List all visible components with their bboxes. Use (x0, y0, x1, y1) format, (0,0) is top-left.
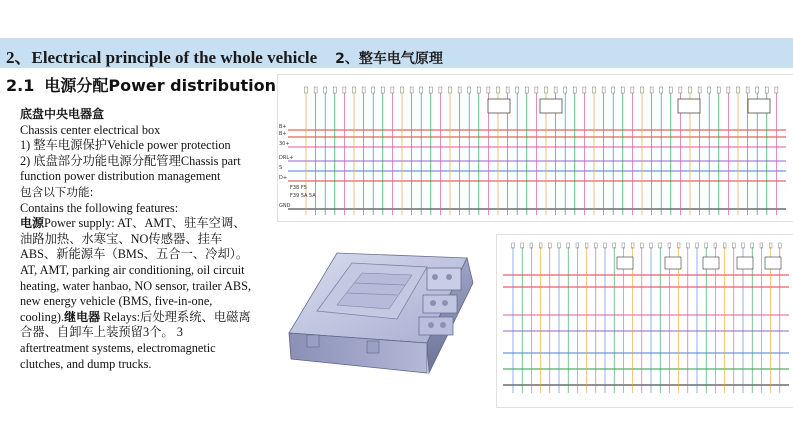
fuse-symbol (458, 87, 461, 93)
relay-symbol (737, 257, 753, 269)
fuse-symbol (305, 87, 308, 93)
fuse-symbol (746, 87, 749, 93)
fuse-symbol (593, 87, 596, 93)
fuse-symbol (353, 87, 356, 93)
fuse-symbol (362, 87, 365, 93)
relay-symbol (703, 257, 719, 269)
fuse-symbol (525, 87, 528, 93)
fuse-symbol (516, 87, 519, 93)
fuse-symbol (650, 87, 653, 93)
fuse-symbol (391, 87, 394, 93)
heading-en: Chassis center electrical box (20, 122, 161, 137)
rail-label: D+ (279, 175, 288, 181)
electrical-box-image (277, 233, 489, 393)
fuse-symbol (381, 87, 384, 93)
fuse-symbol (545, 87, 548, 93)
fuse-symbol (631, 87, 634, 93)
relay-symbol (678, 99, 700, 113)
relay-symbol (488, 99, 510, 113)
rail-label: 30+ (279, 141, 290, 147)
section-title-text: 电源分配Power distribution (44, 76, 277, 95)
fuse-symbol (439, 87, 442, 93)
relay-symbol (748, 99, 770, 113)
fuse-symbol (612, 87, 615, 93)
fuse-symbol (324, 87, 327, 93)
fuse-symbol (420, 87, 423, 93)
fuse-symbol (487, 87, 490, 93)
power-paragraph (20, 216, 252, 372)
fuse-symbol (401, 87, 404, 93)
relay-symbol (765, 257, 781, 269)
fuse-symbol (343, 87, 346, 93)
fuse-symbol (756, 87, 759, 93)
fuse-symbol (708, 87, 711, 93)
fuse-symbol (497, 87, 500, 93)
circuit-diagram-top-svg (278, 75, 793, 221)
features-cn: 包含以下功能: (20, 184, 94, 199)
fuse-label: F38 F5 (290, 185, 307, 191)
fuse-symbol (583, 87, 586, 93)
relay-symbol (540, 99, 562, 113)
rail-label: GND (279, 203, 291, 209)
fuse-symbol (333, 87, 336, 93)
electrical-box-svg (277, 233, 489, 393)
fuse-symbol (727, 87, 730, 93)
fuse-symbol (372, 87, 375, 93)
fuse-symbol (765, 87, 768, 93)
fuse-symbol (449, 87, 452, 93)
rail-label: B+ (279, 124, 287, 130)
relay-text: Relays:后处理系统、电磁离合器、自卸车上装预留3个。 3 aftertreatment systems, electromagnetic clutches, and dump trucks. (20, 309, 251, 371)
fuse-symbol (468, 87, 471, 93)
power-text: Power supply: AT、AMT、驻车空调、油路加热、水寒宝、NO传感器、挂车ABS、新能源车（BMS、五合一、冷却）。AT, AMT, parking air conditioning, oil circuit heating, water hanbao, NO sensor, trailer ABS, new energy vehicle (BMS, five-in-one, cooling). (20, 216, 252, 324)
item-2: 2) 底盘部分功能电源分配管理Chassis part function power distribution management (20, 153, 241, 184)
fuse-symbol (535, 87, 538, 93)
rail-label: B+ (279, 131, 287, 137)
body-text (20, 107, 252, 372)
circuit-diagram-bottom (496, 234, 793, 408)
fuse-symbol (554, 87, 557, 93)
power-label: 电源 (20, 216, 45, 231)
circuit-diagram-bottom-svg (497, 235, 793, 407)
section-title (6, 73, 276, 96)
heading-cn: 底盘中央电器盒 (20, 107, 105, 121)
fuse-symbol (564, 87, 567, 93)
fuse-symbol (737, 87, 740, 93)
fuse-symbol (429, 87, 432, 93)
title-cn: 2、整车电气原理 (335, 51, 443, 67)
fuse-symbol (641, 87, 644, 93)
fuse-symbol (602, 87, 605, 93)
rail-label: DRL+ (279, 155, 294, 161)
relay-symbol (617, 257, 633, 269)
fuse-symbol (477, 87, 480, 93)
item-1: 1) 整车电源保护Vehicle power protection (20, 138, 231, 153)
title-en: 2、Electrical principle of the whole vehicle (6, 48, 318, 67)
fuse-symbol (621, 87, 624, 93)
relay-symbol (665, 257, 681, 269)
fuse-symbol (573, 87, 576, 93)
section-number: 2.1 (6, 76, 35, 95)
fuse-symbol (689, 87, 692, 93)
fuse-symbol (410, 87, 413, 93)
fuse-symbol (669, 87, 672, 93)
fuse-symbol (775, 87, 778, 93)
circuit-diagram-top (277, 74, 793, 222)
fuse-symbol (660, 87, 663, 93)
rail-label: S (279, 165, 283, 171)
fuse-symbol (506, 87, 509, 93)
fuse-symbol (679, 87, 682, 93)
fuse-symbol (698, 87, 701, 93)
fuse-label: F39 5A 5A (290, 193, 316, 199)
page-title (6, 43, 443, 68)
relay-label: 继电器 (64, 309, 101, 324)
fuse-symbol (717, 87, 720, 93)
fuse-symbol (314, 87, 317, 93)
features-en: Contains the following features: (20, 200, 179, 215)
